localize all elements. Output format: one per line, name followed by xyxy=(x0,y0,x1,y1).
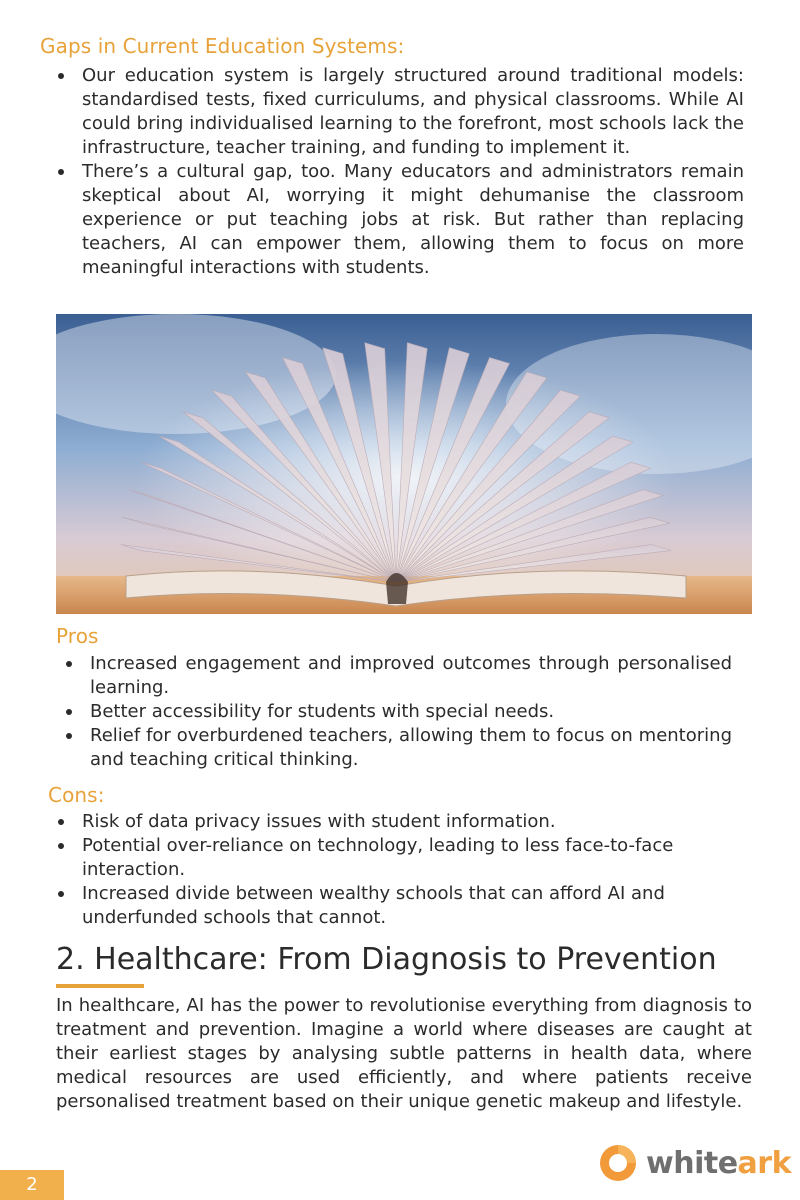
gaps-list xyxy=(56,64,744,280)
list-item: Relief for overburdened teachers, allowing them to focus on mentoring and teaching critical thinking. xyxy=(64,724,732,772)
page-number-badge: 2 xyxy=(0,1170,64,1200)
list-item: Risk of data privacy issues with student information. xyxy=(56,810,744,834)
list-item: Better accessibility for students with special needs. xyxy=(64,700,732,724)
list-item: Increased divide between wealthy schools that can afford AI and underfunded schools that cannot. xyxy=(56,882,744,930)
list-item: Our education system is largely structured around traditional models: standardised tests, fixed curriculums, and physical classrooms. While AI could bring individualised learning to the forefront, most schools lack the infrastructure, teacher training, and funding to implement it. xyxy=(56,64,744,160)
section-title-gaps: Gaps in Current Education Systems: xyxy=(40,34,405,58)
cons-list xyxy=(56,810,744,930)
section-title-cons: Cons: xyxy=(48,783,105,807)
section-heading-healthcare: 2. Healthcare: From Diagnosis to Prevention xyxy=(56,942,717,977)
healthcare-paragraph: In healthcare, AI has the power to revolutionise everything from diagnosis to treatment and prevention. Imagine a world where diseases are caught at their earliest stages by analysing subtle patterns in health data, where medical resources are used efficiently, and where patients receive personalised treatment based on their unique genetic makeup and lifestyle. xyxy=(56,995,752,1112)
heading-underline xyxy=(56,984,144,988)
whiteark-logo xyxy=(598,1140,791,1186)
list-item: Increased engagement and improved outcomes through personalised learning. xyxy=(64,652,732,700)
list-item: There’s a cultural gap, too. Many educators and administrators remain skeptical about AI, worrying it might dehumanise the classroom experience or put teaching jobs at risk. But rather than replacing teachers, AI can empower them, allowing them to focus on more meaningful interactions with students. xyxy=(56,160,744,280)
open-book-sky-image xyxy=(56,314,752,614)
logo-wordmark: whiteark xyxy=(646,1145,792,1181)
list-item: Potential over-reliance on technology, leading to less face-to-face interaction. xyxy=(56,834,744,882)
section-title-pros: Pros xyxy=(56,624,99,648)
pros-list xyxy=(64,652,732,772)
whiteark-logo-mark-icon xyxy=(598,1143,638,1183)
